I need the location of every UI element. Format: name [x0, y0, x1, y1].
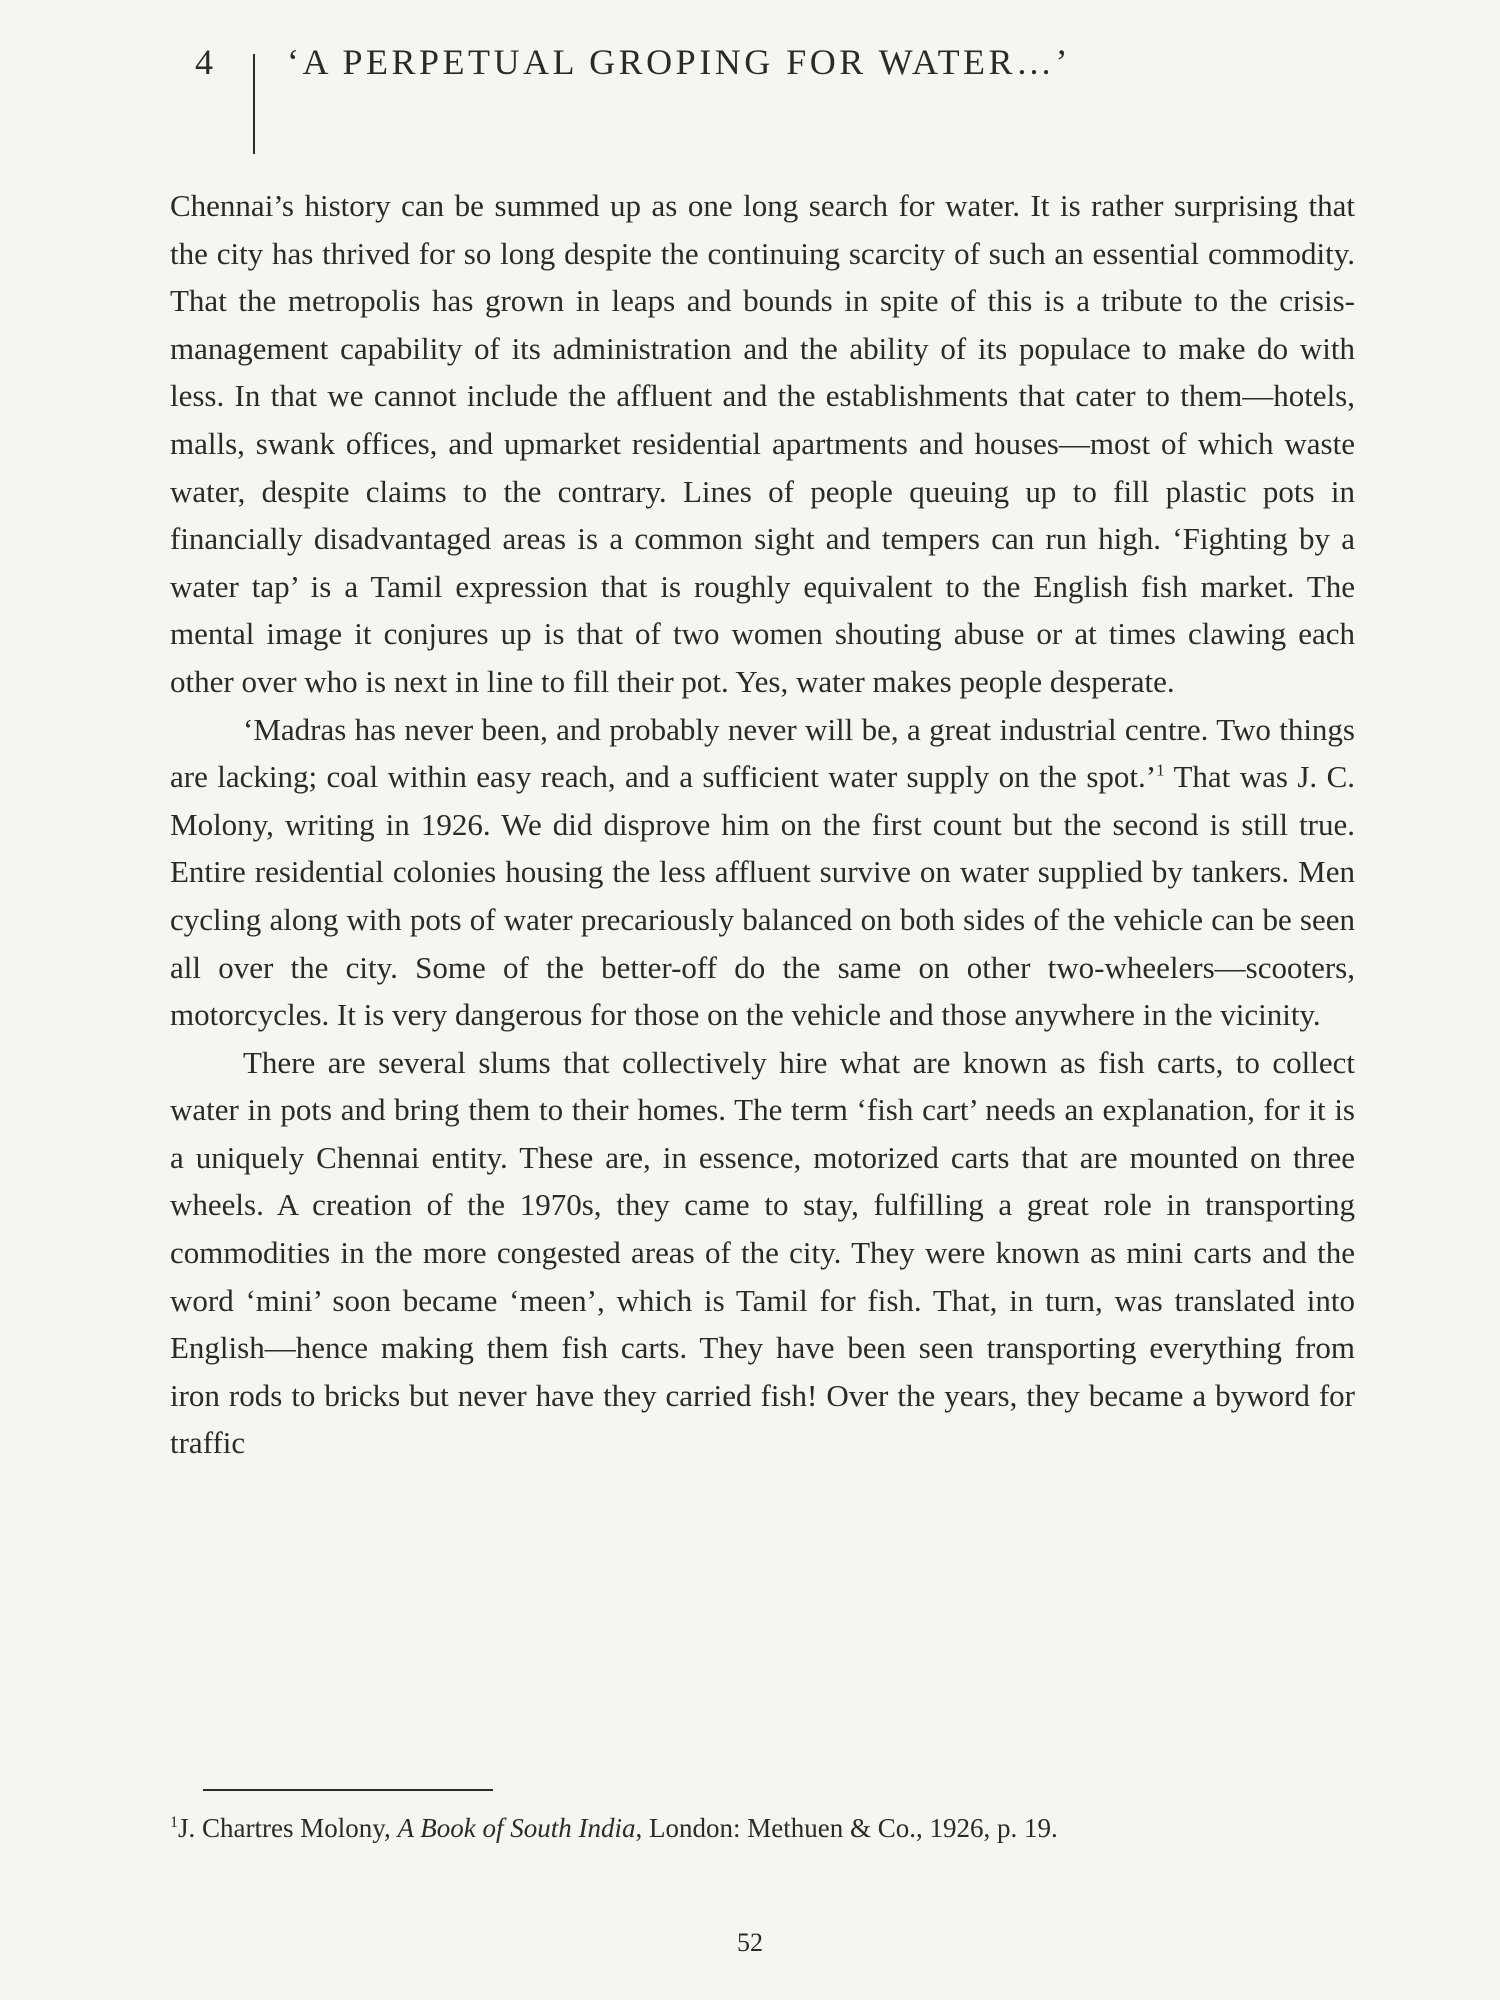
page-number: 52: [737, 1928, 763, 1957]
footnote-reference[interactable]: 1: [1156, 760, 1165, 780]
paragraph-2-continuation: That was J. C. Molony, writing in 1926. We did disprove him on the first count but the second is still true. Entire residential colonies housing the less affluent survive on water supplied by tankers. Men cycling along with pots of water precariously balanced on both sides of the vehicle can be seen all over the city. Some of the better-off do the same on other two-wheelers—scooters, motorcycles. It is very dangerous for those on the vehicle and those anywhere in the vicinity.: [170, 759, 1356, 1033]
paragraph-1: Chennai’s history can be summed up as one long search for water. It is rather surprising that the city has thrived for so long despite the continuing scarcity of such an essential commodity. That the metropolis has grown in leaps and bounds in spite of this is a tribute to the crisis-management capability of its administration and the ability of its populace to make do with less. In that we cannot include the affluent and the establishments that cater to them—hotels, malls, swank offices, and upmarket residential apartments and houses—most of which waste water, despite claims to the contrary. Lines of people queuing up to fill plastic pots in financially disadvantaged areas is a common sight and tempers can run high. ‘Fighting by a water tap’ is a Tamil expression that is roughly equivalent to the English fish market. The mental image it conjures up is that of two women shouting abuse or at times clawing each other over who is next in line to fill their pot. Yes, water makes people desperate.: [170, 188, 1355, 699]
paragraph-2-quote: ‘Madras has never been, and probably never will be, a great industrial centre. Two things are lacking; coal within easy reach, and a sufficient water supply on the spot.’: [170, 711, 1355, 795]
footnote-marker: 1: [170, 1814, 178, 1831]
header-divider: [253, 54, 255, 154]
chapter-title: ‘A PERPETUAL GROPING FOR WATER…’: [287, 42, 1072, 82]
footnote-divider: [203, 1789, 493, 1791]
chapter-header: [195, 42, 1071, 152]
footnote: [170, 1810, 1370, 1846]
chapter-number: 4: [195, 42, 213, 82]
footnote-author: J. Chartres Molony,: [178, 1813, 398, 1843]
body-text: [170, 182, 1355, 1467]
footnote-publication: , London: Methuen & Co., 1926, p. 19.: [635, 1813, 1058, 1843]
paragraph-3: There are several slums that collectively hire what are known as fish carts, to collect water in pots and bring them to their homes. The term ‘fish cart’ needs an explanation, for it is a uniquely Chennai entity. These are, in essence, motorized carts that are mounted on three wheels. A creation of the 1970s, they came to stay, fulfilling a great role in transporting commodities in the more congested areas of the city. They were known as mini carts and the word ‘mini’ soon became ‘meen’, which is Tamil for fish. That, in turn, was translated into English—hence making them fish carts. They have been seen transporting everything from iron rods to bricks but never have they carried fish! Over the years, they became a byword for traffic: [170, 1044, 1355, 1461]
paragraph-2: [170, 706, 1355, 1039]
footnote-book-title: A Book of South India: [397, 1813, 636, 1843]
